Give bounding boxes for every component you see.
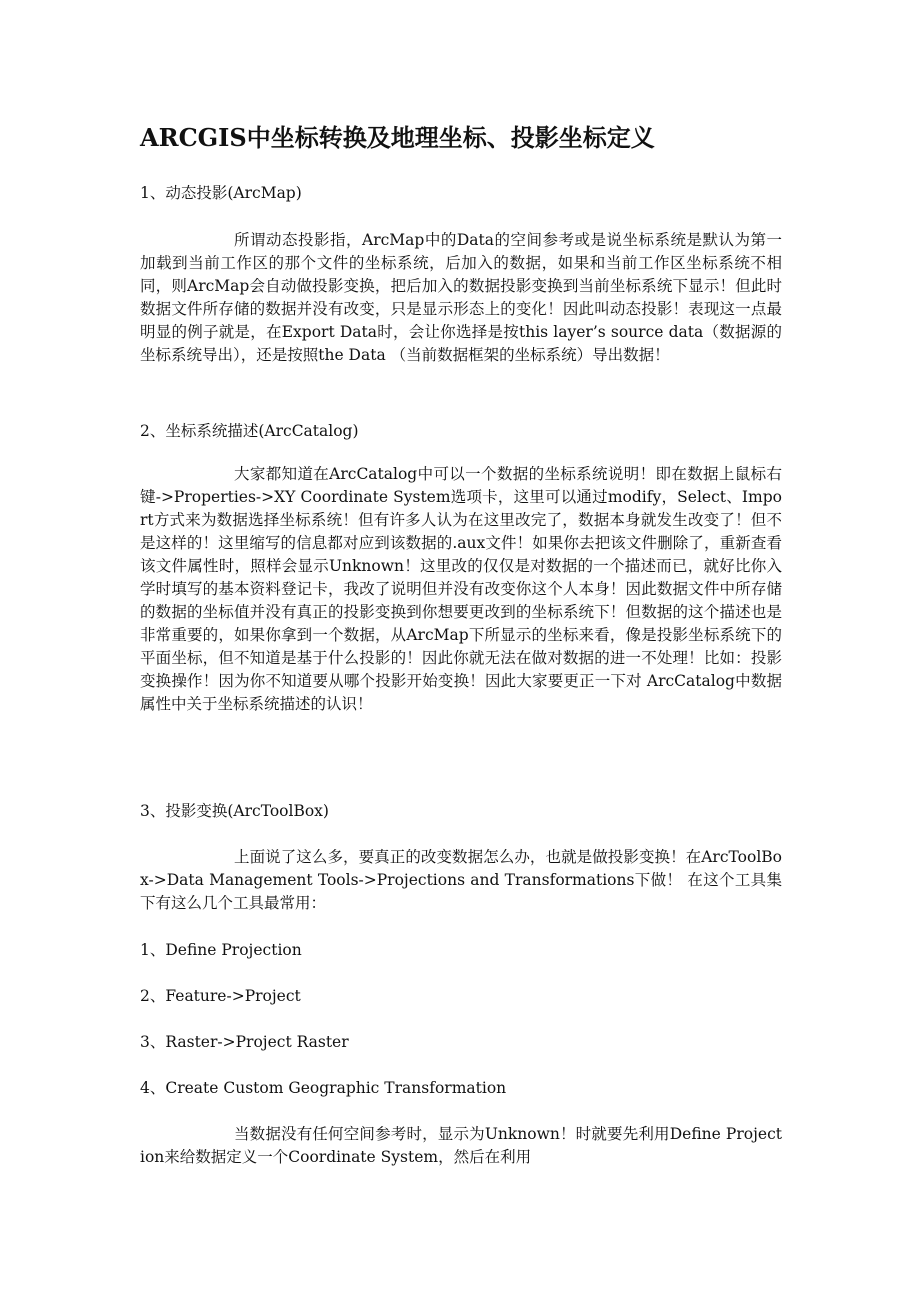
section-1-paragraph: 所谓动态投影指，ArcMap中的Data的空间参考或是说坐标系统是默认为第一加载到当前工作区的那个文件的坐标系统，后加入的数据，如果和当前工作区坐标系统不相同，则ArcMap会自动做投影变换，把后加入的数据投影变换到当前坐标系统下显示！但此时数据文件所存储的数据并没有改变，只是显示形态上的变化！因此叫动态投影！表现这一点最明显的例子就是，在Export Data时，会让你选择是按this layer’s source data（数据源的坐标系统导出），还是按照the Data （当前数据框架的坐标系统）导出数据！ [140, 231, 782, 364]
document-title: ARCGIS中坐标转换及地理坐标、投影坐标定义 [140, 123, 655, 152]
tool-item-project-raster: 3、Raster->Project Raster [140, 1033, 349, 1051]
closing-paragraph: 当数据没有任何空间参考时，显示为Unknown！时就要先利用Define Projection来给数据定义一个Coordinate System，然后在利用 [140, 1125, 782, 1166]
section-1-heading: 1、动态投影(ArcMap) [140, 184, 302, 202]
tool-item-define-projection: 1、Define Projection [140, 941, 302, 959]
section-2-heading: 2、坐标系统描述(ArcCatalog) [140, 422, 359, 440]
tool-item-custom-transformation: 4、Create Custom Geographic Transformation [140, 1079, 507, 1097]
section-3-paragraph: 上面说了这么多，要真正的改变数据怎么办，也就是做投影变换！在ArcToolBox->Data Management Tools->Projections and Transformations下做！ 在这个工具集下有这么几个工具最常用： [140, 848, 782, 912]
section-3-heading: 3、投影变换(ArcToolBox) [140, 802, 329, 820]
section-2-paragraph: 大家都知道在ArcCatalog中可以一个数据的坐标系统说明！即在数据上鼠标右键->Properties->XY Coordinate System选项卡，这里可以通过modify，Select、Import方式来为数据选择坐标系统！但有许多人认为在这里改完了，数据本身就发生改变了！但不是这样的！这里缩写的信息都对应到该数据的.aux文件！如果你去把该文件删除了，重新查看该文件属性时，照样会显示Unknown！这里改的仅仅是对数据的一个描述而已，就好比你入学时填写的基本资料登记卡，我改了说明但并没有改变你这个人本身！因此数据文件中所存储的数据的坐标值并没有真正的投影变换到你想要更改到的坐标系统下！但数据的这个描述也是非常重要的，如果你拿到一个数据，从ArcMap下所显示的坐标来看，像是投影坐标系统下的平面坐标，但不知道是基于什么投影的！因此你就无法在做对数据的进一不处理！比如：投影变换操作！因为你不知道要从哪个投影开始变换！因此大家要更正一下对 ArcCatalog中数据属性中关于坐标系统描述的认识！ [140, 465, 782, 713]
tool-item-feature-project: 2、Feature->Project [140, 987, 301, 1005]
